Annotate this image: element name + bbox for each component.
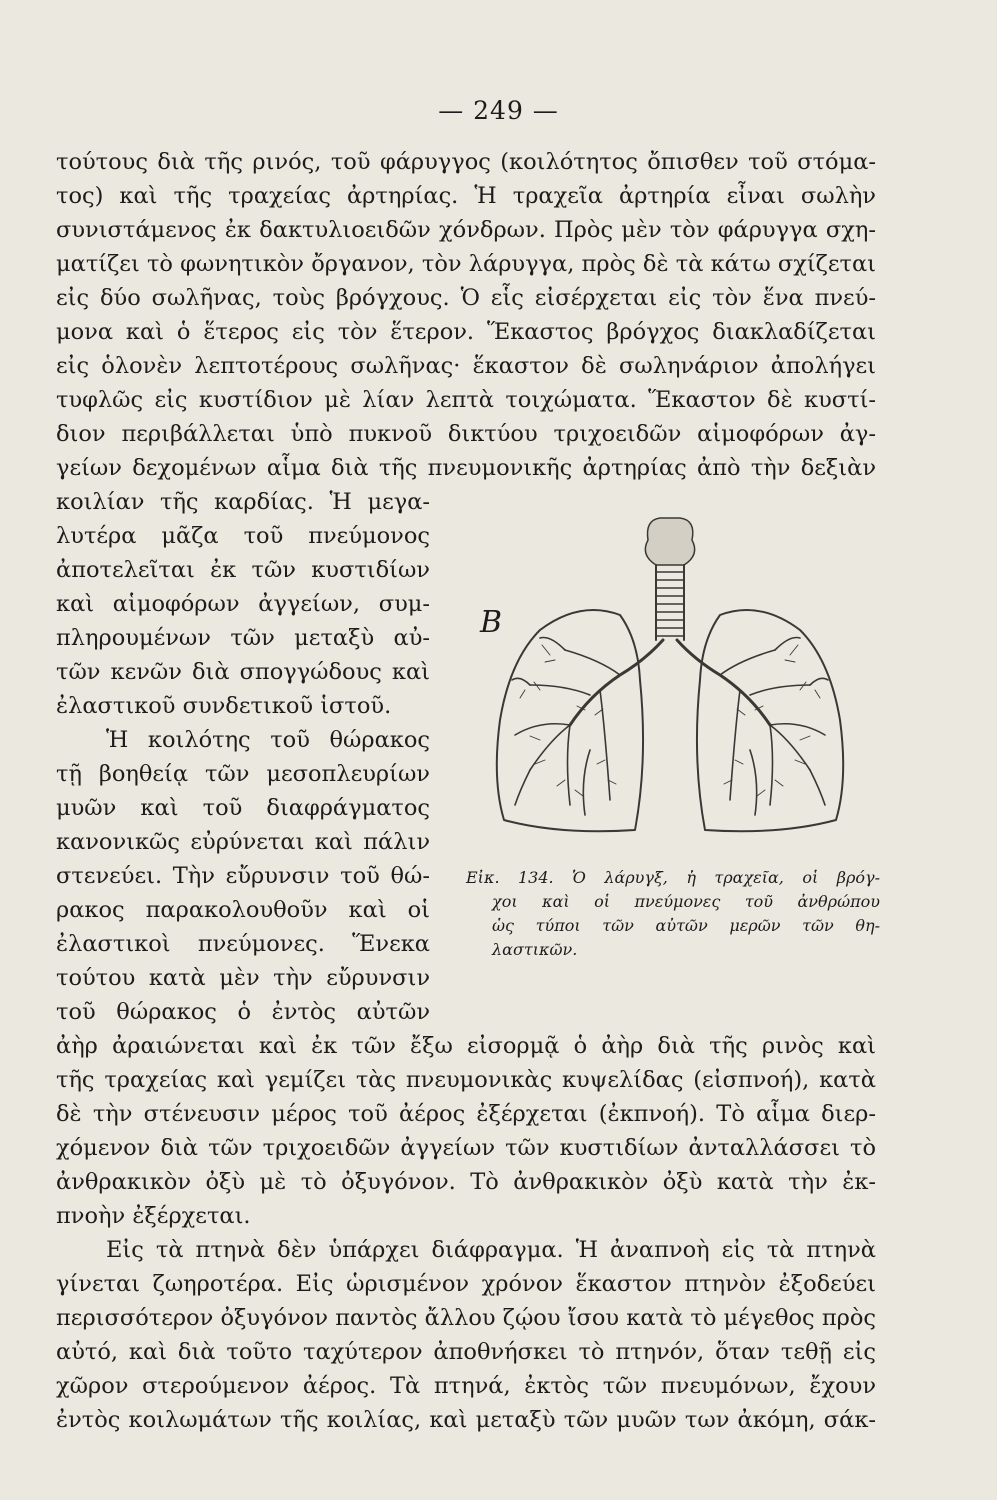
text-line: εἰς ὁλονὲν λεπτοτέρους σωλῆνας· ἕκαστον δὲ σωληνάριον ἀπολήγει (56, 353, 876, 379)
text-line: ἀνθρακικὸν ὀξὺ μὲ τὸ ὀξυγόνον. Τὸ ἀνθρακικὸν ὀξὺ κατὰ τὴν ἐκ- (56, 1169, 876, 1195)
figure-letter: B (480, 605, 503, 640)
text-line: Ἡ κοιλότης τοῦ θώρακος (106, 727, 430, 753)
text-line: πνοὴν ἐξέρχεται. (56, 1203, 251, 1229)
caption-line: λαστικῶν. (492, 940, 578, 959)
text-line: ἀποτελεῖται ἐκ τῶν κυστιδίων (56, 557, 430, 583)
text-line: γίνεται ζωηροτέρα. Εἰς ὡρισμένον χρόνον ἕκαστον πτηνὸν ἐξοδεύει (56, 1271, 876, 1297)
text-line: Εἰς τὰ πτηνὰ δὲν ὑπάρχει διάφραγμα. Ἡ ἀναπνοὴ εἰς τὰ πτηνὰ (106, 1237, 876, 1263)
text-line: τυφλῶς εἰς κυστίδιον μὲ λίαν λεπτὰ τοιχώματα. Ἕκαστον δὲ κυστί- (56, 387, 876, 413)
text-line: κανονικῶς εὐρύνεται καὶ πάλιν (56, 829, 430, 855)
text-line: ματίζει τὸ φωνητικὸν ὄργανον, τὸν λάρυγγα, πρὸς δὲ τὰ κάτω σχίζεται (56, 251, 876, 277)
text-line: μυῶν καὶ τοῦ διαφράγματος (56, 795, 430, 821)
page-number: — 249 — (438, 96, 559, 125)
text-line: πληρουμένων τῶν μεταξὺ αὐ- (56, 625, 430, 651)
text-line: χῶρον στερούμενον ἀέρος. Τὰ πτηνά, ἐκτὸς τῶν πνευμόνων, ἔχουν (56, 1373, 876, 1399)
text-line: ρακος παρακολουθοῦν καὶ οἱ (56, 897, 430, 923)
text-line: τούτου κατὰ μὲν τὴν εὔρυνσιν (56, 965, 430, 991)
caption-line: Εἰκ. 134. Ὁ λάρυγξ, ἡ τραχεῖα, οἱ βρόγ- (466, 868, 880, 887)
text-line: τῆς τραχείας καὶ γεμίζει τὰς πνευμονικὰς κυψελίδας (εἰσπνοή), κατὰ (56, 1067, 876, 1093)
text-line: ἐλαστικοὶ πνεύμονες. Ἕνεκα (56, 931, 430, 957)
text-line: κοιλίαν τῆς καρδίας. Ἡ μεγα- (56, 489, 430, 515)
text-line: τοῦ θώρακος ὁ ἐντὸς αὐτῶν (56, 999, 430, 1025)
text-line: χόμενον διὰ τῶν τριχοειδῶν ἀγγείων τῶν κυστιδίων ἀνταλλάσσει τὸ (56, 1135, 876, 1161)
text-line: διον περιβάλλεται ὑπὸ πυκνοῦ δικτύου τριχοειδῶν αἱμοφόρων ἀγ- (56, 421, 876, 447)
caption-line: χοι καὶ οἱ πνεύμονες τοῦ ἀνθρώπου (492, 892, 880, 911)
text-line: καὶ αἱμοφόρων ἀγγείων, συμ- (56, 591, 430, 617)
text-line: ἐντὸς κοιλωμάτων τῆς κοιλίας, καὶ μεταξὺ τῶν μυῶν των ἀκόμη, σάκ- (56, 1407, 876, 1433)
text-line: περισσότερον ὀξυγόνον παντὸς ἄλλου ζῴου ἴσου κατὰ τὸ μέγεθος πρὸς (56, 1305, 876, 1331)
text-line: τῇ βοηθείᾳ τῶν μεσοπλευρίων (56, 761, 430, 787)
text-line: τος) καὶ τῆς τραχείας ἀρτηρίας. Ἡ τραχεῖα ἀρτηρία εἶναι σωλὴν (56, 183, 876, 209)
text-line: γείων δεχομένων αἷμα διὰ τῆς πνευμονικῆς ἀρτηρίας ἀπὸ τὴν δεξιὰν (56, 455, 876, 481)
text-line: ἐλαστικοῦ συνδετικοῦ ἱστοῦ. (56, 693, 392, 719)
text-line: μονα καὶ ὁ ἕτερος εἰς τὸν ἕτερον. Ἕκαστος βρόγχος διακλαδίζεται (56, 319, 876, 345)
figure-caption (466, 866, 880, 962)
text-line: εἰς δύο σωλῆνας, τοὺς βρόγχους. Ὁ εἷς εἰσέρχεται εἰς τὸν ἕνα πνεύ- (56, 285, 876, 311)
text-line: αὐτό, καὶ διὰ τοῦτο ταχύτερον ἀποθνήσκει τὸ πτηνόν, ὅταν τεθῇ εἰς (56, 1339, 876, 1365)
text-line: ἀὴρ ἀραιώνεται καὶ ἐκ τῶν ἔξω εἰσορμᾷ ὁ ἀὴρ διὰ τῆς ρινὸς καὶ (56, 1033, 876, 1059)
lungs-illustration (470, 510, 880, 850)
text-line: τούτους διὰ τῆς ρινός, τοῦ φάρυγγος (κοιλότητος ὄπισθεν τοῦ στόμα- (56, 149, 876, 175)
text-line: συνιστάμενος ἐκ δακτυλιοειδῶν χόνδρων. Πρὸς μὲν τὸν φάρυγγα σχη- (56, 217, 876, 243)
text-line: λυτέρα μᾶζα τοῦ πνεύμονος (56, 523, 430, 549)
text-line: δὲ τὴν στένευσιν μέρος τοῦ ἀέρος ἐξέρχεται (ἐκπνοή). Τὸ αἷμα διερ- (56, 1101, 876, 1127)
text-line: στενεύει. Τὴν εὔρυνσιν τοῦ θώ- (56, 863, 430, 889)
text-line: τῶν κενῶν διὰ σπογγώδους καὶ (56, 659, 430, 685)
caption-line: ὡς τύποι τῶν αὐτῶν μερῶν τῶν θη- (492, 916, 880, 935)
